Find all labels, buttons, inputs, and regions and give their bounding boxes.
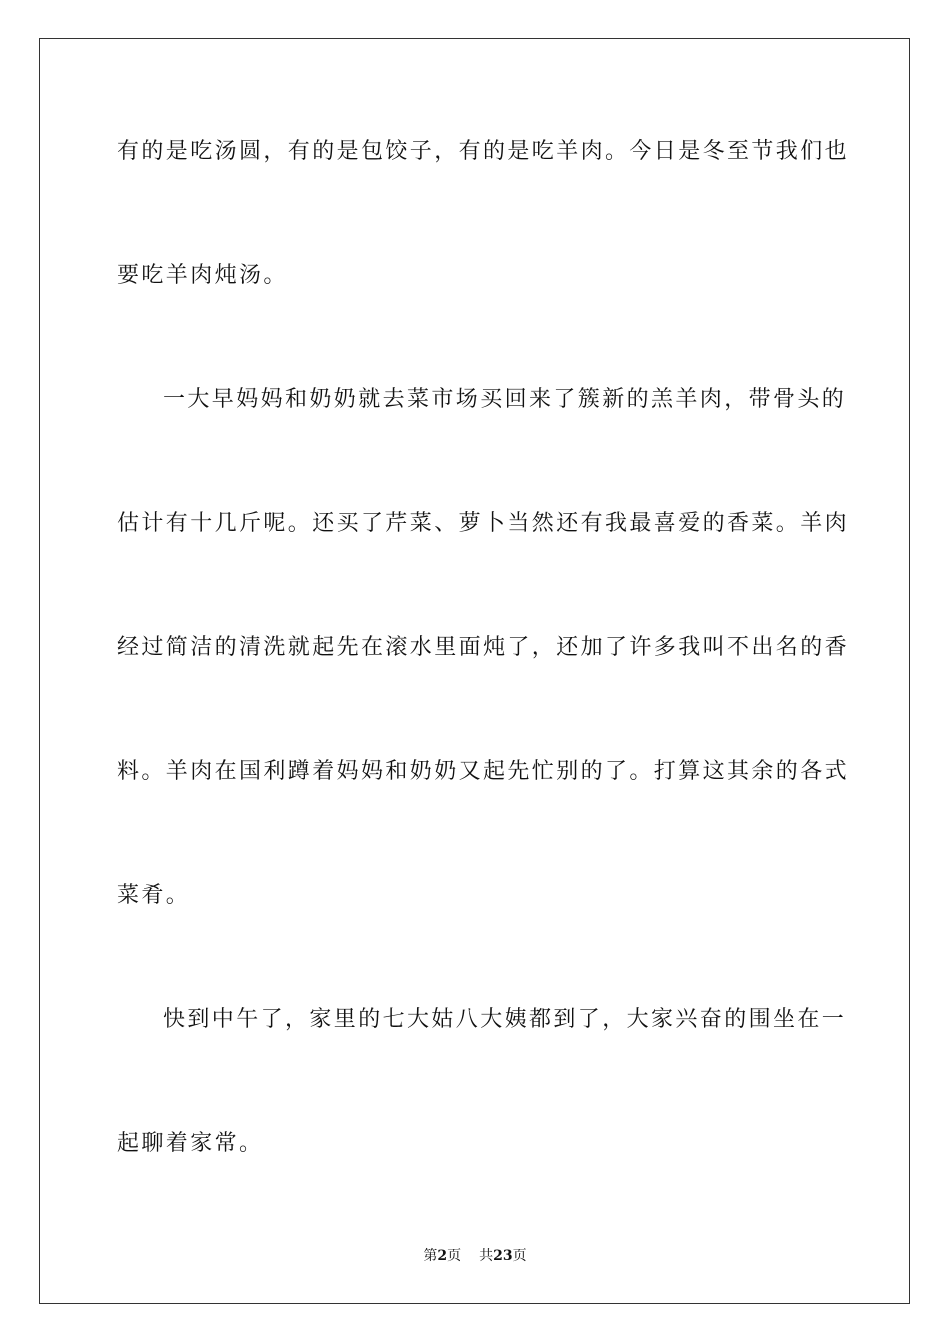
total-suffix: 页 (512, 1248, 527, 1264)
page-number: 2 (437, 1248, 448, 1264)
page-suffix: 页 (447, 1248, 462, 1264)
page-footer (0, 1247, 950, 1265)
page-prefix: 第 (423, 1248, 438, 1264)
body-line-1: 有的是吃汤圆，有的是包饺子，有的是吃羊肉。今日是冬至节我们也 (117, 139, 850, 164)
page-border (39, 38, 910, 1304)
body-line-5: 经过简洁的清洗就起先在滚水里面炖了，还加了许多我叫不出名的香 (117, 635, 850, 660)
body-line-3: 一大早妈妈和奶奶就去菜市场买回来了簇新的羔羊肉，带骨头的 (163, 387, 847, 412)
total-prefix: 共 (479, 1248, 494, 1264)
body-line-9: 起聊着家常。 (117, 1131, 264, 1156)
body-line-4: 估计有十几斤呢。还买了芹菜、萝卜当然还有我最喜爱的香菜。羊肉 (117, 511, 850, 536)
body-line-2: 要吃羊肉炖汤。 (117, 263, 288, 288)
body-line-6: 料。羊肉在国利蹲着妈妈和奶奶又起先忙别的了。打算这其余的各式 (117, 759, 850, 784)
total-pages: 23 (493, 1248, 513, 1264)
body-line-8: 快到中午了，家里的七大姑八大姨都到了，大家兴奋的围坐在一 (163, 1007, 847, 1032)
body-line-7: 菜肴。 (117, 883, 191, 908)
